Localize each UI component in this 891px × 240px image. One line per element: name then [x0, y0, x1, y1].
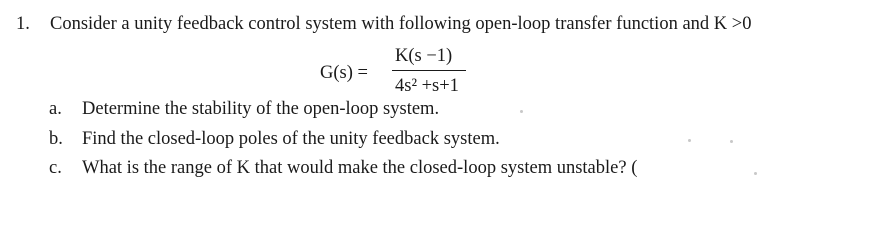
subquestion-text: What is the range of K that would make the closed-loop system unstable? (	[82, 158, 638, 178]
subquestion-c	[49, 159, 637, 178]
stray-mark	[520, 110, 523, 113]
subquestion-text: Find the closed-loop poles of the unity feedback system.	[82, 129, 500, 149]
question-text: Consider a unity feedback control system with following open-loop transfer function and K >0	[50, 14, 752, 34]
subquestion-label: a.	[49, 99, 62, 119]
stray-mark	[730, 140, 733, 143]
transfer-function-denominator: 4s² +s+1	[395, 76, 459, 96]
fraction-bar	[392, 70, 466, 71]
stray-mark	[688, 139, 691, 142]
subquestion-label: c.	[49, 158, 62, 178]
question-number: 1.	[16, 14, 30, 34]
subquestion-label: b.	[49, 129, 63, 149]
transfer-function-lhs: G(s) =	[320, 63, 368, 83]
subquestion-text: Determine the stability of the open-loop system.	[82, 99, 440, 119]
stray-mark	[754, 172, 757, 175]
subquestion-a	[49, 100, 439, 119]
subquestion-b	[49, 130, 500, 149]
question-1	[16, 15, 751, 34]
transfer-function-numerator: K(s −1)	[395, 46, 453, 66]
